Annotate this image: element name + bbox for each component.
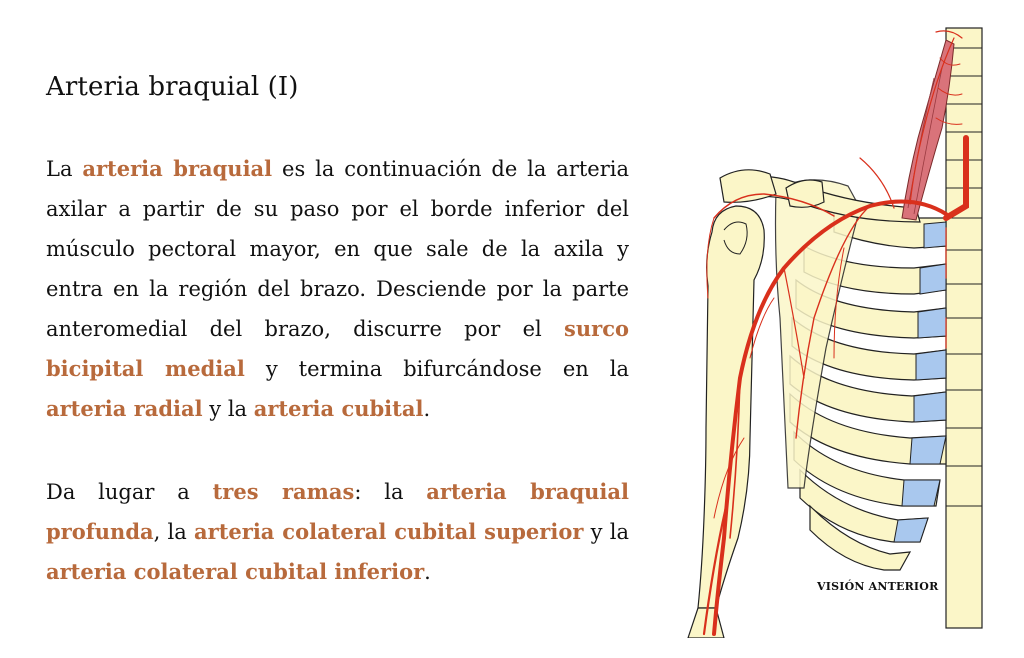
vertebral-column: [946, 28, 982, 628]
text-span: y la: [202, 397, 254, 421]
term-arteria-cubital: arteria cubital: [253, 396, 424, 421]
text-span: La: [46, 157, 83, 181]
text-span: es la continuación de la arteria axilar a partir de su paso por el borde inferior del músculo pectoral mayor, en que sale de la axila y entra en la región del brazo. Desciende por la parte anteromedial del brazo, discurre por el: [46, 157, 630, 341]
term-arteria-colateral-cubital-inferior: arteria colateral cubital inferior: [46, 559, 425, 584]
text-span: y termina bifurcándose en la: [244, 357, 629, 381]
page-title: Arteria braquial (I): [46, 72, 299, 102]
paragraph-description: [46, 149, 629, 429]
anatomy-illustration: [684, 18, 984, 638]
text-span: , la: [153, 520, 195, 544]
text-span: y la: [583, 520, 629, 544]
humerus: [698, 206, 764, 608]
term-arteria-braquial-profunda: arteria braquial profunda: [46, 479, 629, 544]
text-span: .: [423, 397, 431, 421]
term-surco-bicipital-medial: surco bicipital medial: [46, 316, 629, 381]
text-span: .: [424, 560, 431, 584]
text-span: Da lugar a: [46, 480, 213, 504]
term-arteria-braquial: arteria braquial: [82, 156, 273, 181]
term-tres-ramas: tres ramas: [212, 479, 355, 504]
figure-caption: VISIÓN ANTERIOR: [817, 580, 939, 593]
text-span: : la: [354, 480, 427, 504]
paragraph-branches: [46, 472, 629, 592]
acromion: [720, 170, 776, 203]
term-arteria-colateral-cubital-superior: arteria colateral cubital superior: [194, 519, 584, 544]
term-arteria-radial: arteria radial: [46, 396, 203, 421]
